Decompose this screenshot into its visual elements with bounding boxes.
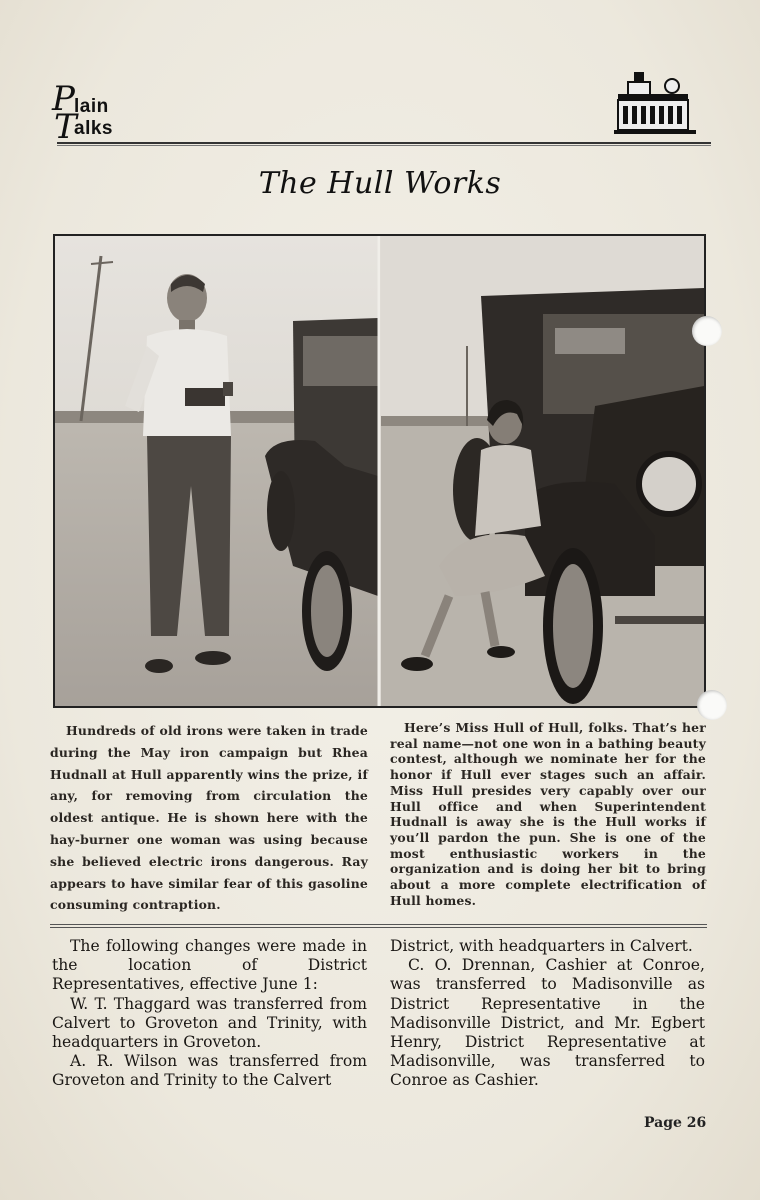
woman-with-car-photo	[381, 236, 704, 706]
page-title: The Hull Works	[258, 166, 502, 201]
building-icon	[610, 70, 700, 138]
paragraph-drennan: C. O. Drennan, Cashier at Conroe, was transferred to Madisonville as District Representative in the Madisonville District, and Mr. Egbert Henry, District Representative at Madisonville, was transferred to Conroe as Cashier.	[390, 956, 705, 1090]
man-with-iron-photo	[55, 236, 378, 706]
caption-left: Hundreds of old irons were taken in trade during the May iron campaign but Rhea Hudnall at Hull apparently wins the prize, if any, for removing from circulation the oldest antique. He is shown here with the hay-burner one woman was using because she believed electric irons dangerous. Ray appears to have similar fear of this gasoline consuming contraption.	[50, 723, 368, 913]
caption-right: Here’s Miss Hull of Hull, folks. That’s her real name—not one won in a bathing beauty contest, although we nominate her for the honor if Hull ever stages such an affair. Miss Hull presides very capably over our Hull office and when Superintendent Hudnall is away she is the Hull works if you’ll pardon the pun. She is one of the most enthusiastic workers in the organization and is doing her bit to bring about a more complete electrification of Hull homes.	[390, 720, 706, 908]
logo-initial-t: T	[54, 107, 77, 147]
page-number: Page 26	[644, 1115, 707, 1131]
section-rule	[50, 924, 707, 928]
logo-word-lain: lain	[74, 96, 109, 117]
logo-word-alks: alks	[74, 118, 113, 139]
binder-hole-icon	[697, 690, 727, 720]
logo-initial-p: P	[52, 79, 75, 119]
paragraph-changes: The following changes were made in the location of District Representatives, effective June 1:	[52, 937, 367, 994]
plain-talks-logo	[52, 79, 142, 147]
paragraph-thaggard: W. T. Thaggard was transferred from Calvert to Groveton and Trinity, with headquarters in Groveton.	[52, 994, 367, 1052]
binder-hole-icon	[692, 316, 722, 346]
header-rule	[57, 142, 711, 146]
body-column-left	[52, 937, 367, 1091]
body-column-right	[390, 937, 705, 1091]
photo-panel	[53, 234, 706, 708]
paragraph-wilson-end: District, with headquarters in Calvert.	[390, 937, 693, 955]
paragraph-wilson-start: A. R. Wilson was transferred from Groveton and Trinity to the Calvert	[52, 1052, 367, 1090]
